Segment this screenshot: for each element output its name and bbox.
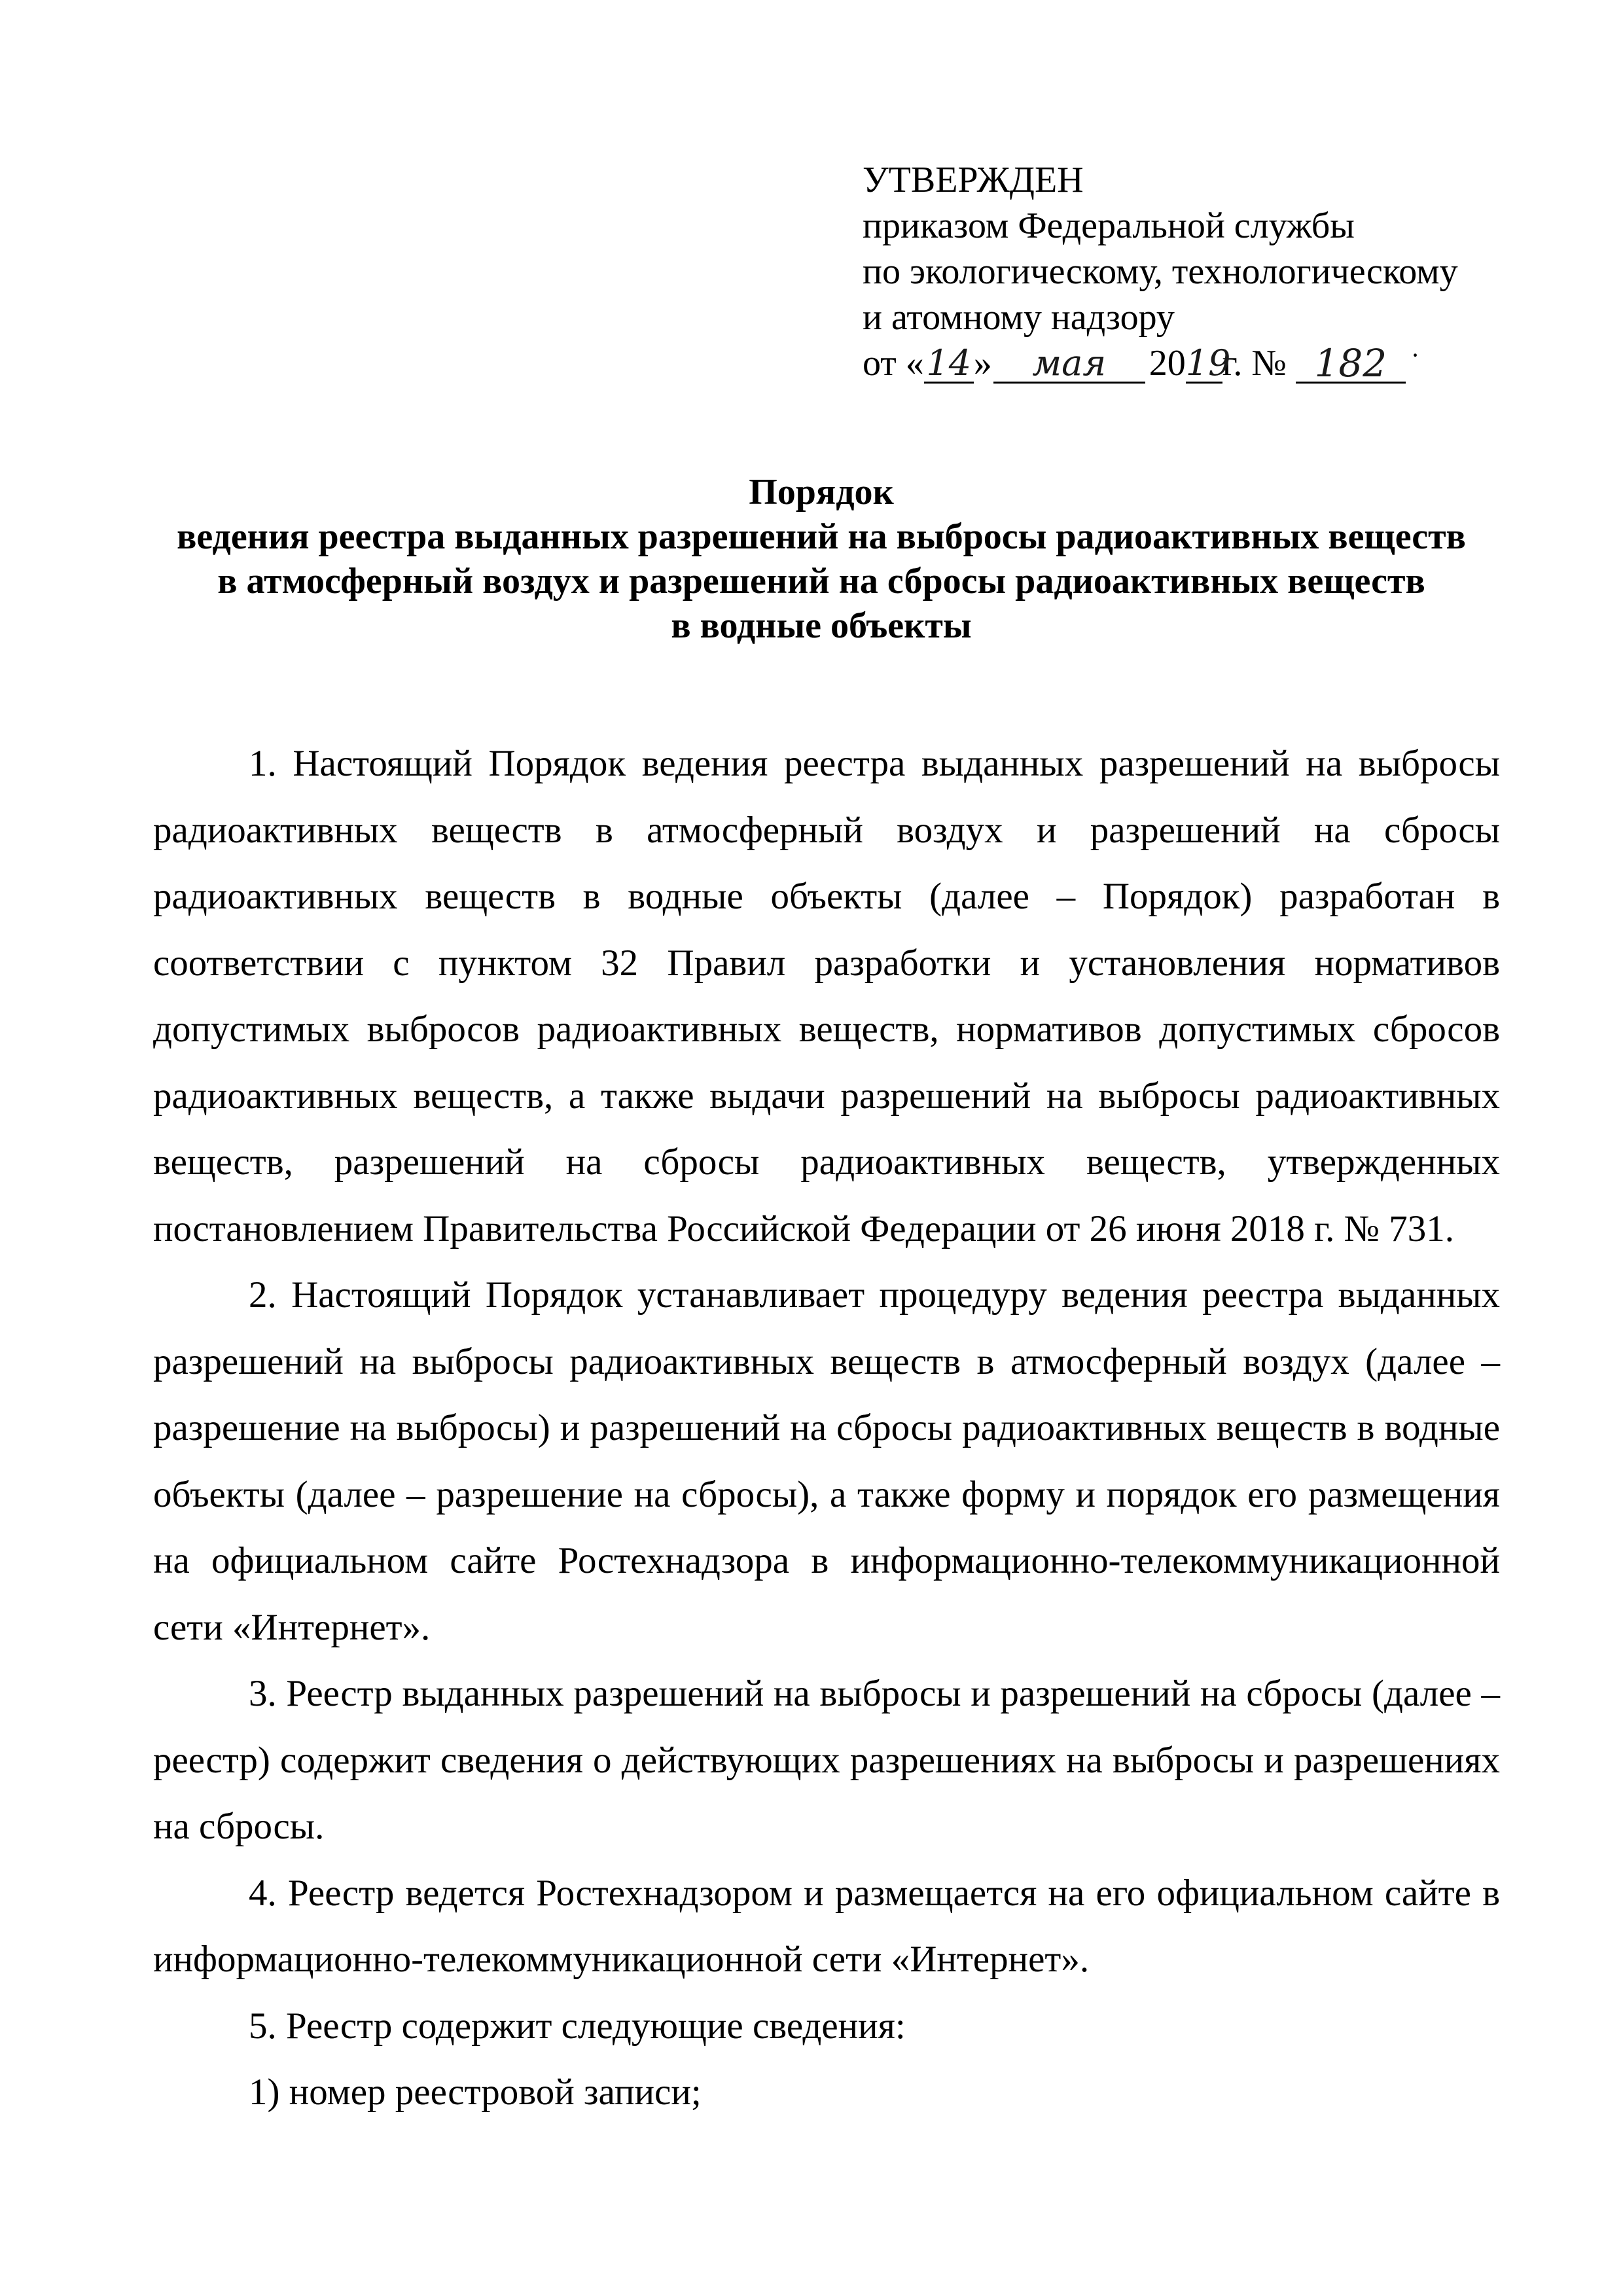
title-line-2: ведения реестра выданных разрешений на выбросы радиоактивных веществ <box>177 516 1466 557</box>
date-prefix: от « <box>863 343 924 384</box>
title-line-3: в атмосферный воздух и разрешений на сбросы радиоактивных веществ <box>217 561 1425 601</box>
handwritten-month: мая <box>993 345 1145 384</box>
paragraph-3: 3. Реестр выданных разрешений на выбросы и разрешений на сбросы (далее – реестр) содержит сведения о действующих разрешениях на выбросы и разрешениях на сбросы. <box>153 1673 1500 1847</box>
ink-dot-mark: · <box>1410 340 1420 370</box>
approval-agency-line-2: и атомному надзору <box>863 297 1175 338</box>
date-quote-close: » <box>973 343 992 384</box>
handwritten-year-suffix: 19 <box>1185 342 1231 384</box>
year-after: г. № <box>1222 343 1287 384</box>
handwritten-order-number: 182 <box>1296 345 1406 384</box>
approval-date-line <box>863 340 1596 386</box>
approval-heading: УТВЕРЖДЕН <box>863 160 1084 200</box>
approval-agency-line: по экологическому, технологическому <box>863 251 1458 292</box>
year-prefix: 20 <box>1149 343 1186 384</box>
list-item-1: 1) номер реестровой записи; <box>249 2072 702 2113</box>
paragraph-4: 4. Реестр ведется Ростехнадзором и размещается на его официальном сайте в информационно-телекоммуникационной сети «Интернет». <box>153 1872 1500 1980</box>
document-title <box>118 470 1525 648</box>
paragraph-2: 2. Настоящий Порядок устанавливает процедуру ведения реестра выданных разрешений на выбросы радиоактивных веществ в атмосферный воздух (далее – разрешение на выбросы) и разрешений на сбросы радиоактивных веществ в водные объекты (далее – разрешение на сбросы), а также форму и порядок его размещения на официальном сайте Ростехнадзора в информационно-телекоммуникационной сети «Интернет». <box>153 1274 1500 1648</box>
document-body <box>153 730 1500 2126</box>
title-line-1: Порядок <box>749 472 894 512</box>
approval-block <box>863 157 1596 386</box>
paragraph-5: 5. Реестр содержит следующие сведения: <box>249 2005 906 2047</box>
approval-order-line: приказом Федеральной службы <box>863 206 1355 246</box>
paragraph-1: 1. Настоящий Порядок ведения реестра выданных разрешений на выбросы радиоактивных веществ в атмосферный воздух и разрешений на сбросы радиоактивных веществ в водные объекты (далее – Порядок) разработан в соответствии с пунктом 32 Правил разработки и установления нормативов допустимых выбросов радиоактивных веществ, нормативов допустимых сбросов радиоактивных веществ, а также выдачи разрешений на выбросы радиоактивных веществ, разрешений на сбросы радиоактивных веществ, утвержденных постановлением Правительства Российской Федерации от 26 июня 2018 г. № 731. <box>153 743 1500 1249</box>
handwritten-day: 14 <box>924 345 974 384</box>
title-line-4: в водные объекты <box>671 605 972 646</box>
